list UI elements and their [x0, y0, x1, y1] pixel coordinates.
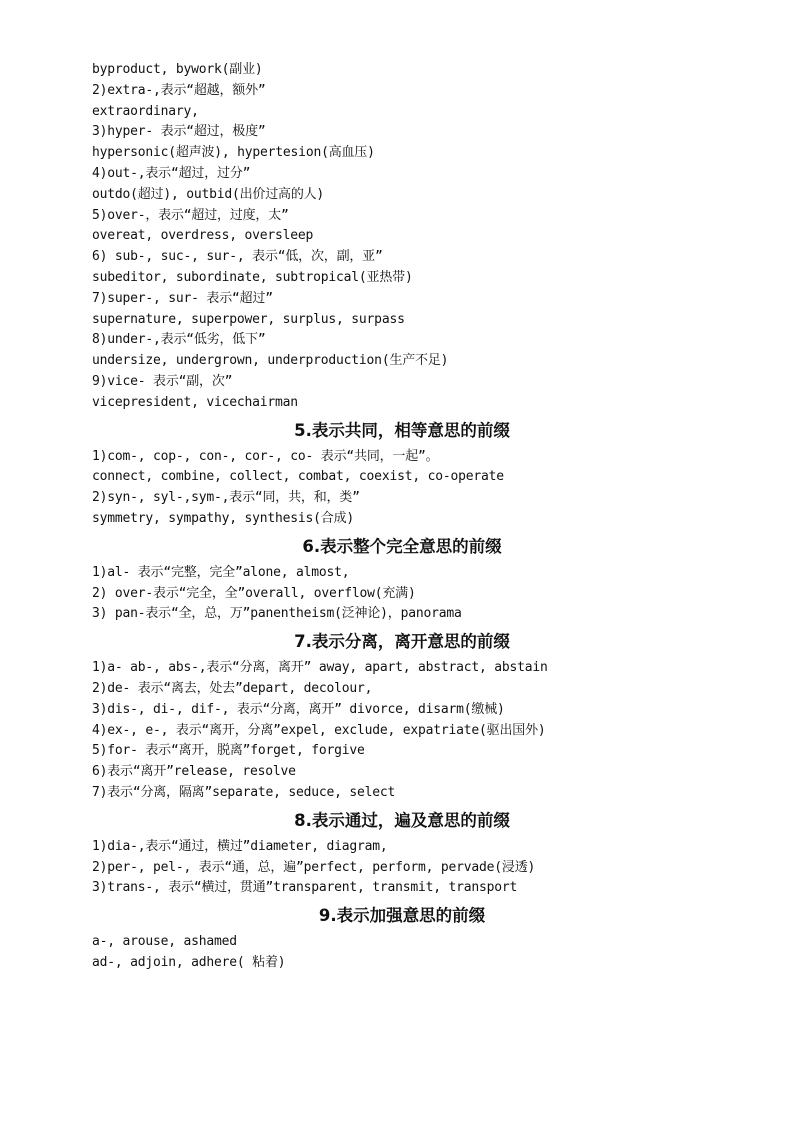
- text-line: 5)over-，表示“超过，过度，太”: [92, 207, 289, 223]
- section-heading: 6.表示整个完全意思的前缀: [302, 536, 502, 556]
- prefix-list-block: [92, 60, 712, 414]
- text-line: 3)hyper- 表示“超过，极度”: [92, 124, 266, 140]
- section-7: [92, 627, 712, 804]
- text-line: 2)de- 表示“离去，处去”depart, decolour,: [92, 680, 373, 696]
- section-heading: 5.表示共同，相等意思的前缀: [294, 420, 510, 440]
- text-line: hypersonic(超声波), hypertesion(高血压): [92, 145, 375, 161]
- text-line: a-, arouse, ashamed: [92, 934, 237, 950]
- text-line: 7)表示“分离，隔离”separate, seduce, select: [92, 784, 396, 800]
- text-line: undersize, undergrown, underproduction(生产不足): [92, 353, 449, 369]
- text-line: subeditor, subordinate, subtropical(亚热带): [92, 269, 413, 285]
- text-line: 3)trans-, 表示“横过，贯通”transparent, transmit, transport: [92, 880, 518, 896]
- text-line: 2)syn-, syl-,sym-,表示“同，共，和，类”: [92, 490, 360, 506]
- text-line: byproduct, bywork(副业): [92, 62, 263, 77]
- text-line: 2) over-表示“完全，全”overall, overflow(充满): [92, 585, 416, 601]
- text-line: 1)al- 表示“完整，完全”alone, almost,: [92, 564, 350, 580]
- text-line: overeat, overdress, oversleep: [92, 228, 314, 244]
- text-line: connect, combine, collect, combat, coexist, co-operate: [92, 469, 504, 485]
- text-line: 5)for- 表示“离开，脱离”forget, forgive: [92, 743, 365, 759]
- text-line: 9)vice- 表示“副，次”: [92, 373, 233, 389]
- text-line: 2)per-, pel-, 表示“通，总，遍”perfect, perform, pervade(浸透): [92, 859, 536, 875]
- section-5: [92, 416, 712, 530]
- text-line: 1)a- ab-, abs-,表示“分离，离开” away, apart, abstract, abstain: [92, 660, 548, 676]
- text-line: 3)dis-, di-, dif-, 表示“分离，离开” divorce, disarm(缴械): [92, 701, 505, 717]
- text-line: symmetry, sympathy, synthesis(合成): [92, 510, 355, 526]
- text-line: 8)under-,表示“低劣，低下”: [92, 332, 266, 348]
- section-6: [92, 532, 712, 625]
- text-line: 7)super-, sur- 表示“超过”: [92, 290, 273, 306]
- section-heading: 7.表示分离，离开意思的前缀: [294, 632, 510, 652]
- text-line: 3) pan-表示“全，总，万”panentheism(泛神论)，panorama: [92, 606, 462, 622]
- text-line: 6)表示“离开”release, resolve: [92, 764, 296, 780]
- section-heading: 9.表示加强意思的前缀: [318, 906, 486, 926]
- text-line: outdo(超过), outbid(出价过高的人): [92, 186, 325, 202]
- section-8: [92, 806, 712, 899]
- section-heading: 8.表示通过，遍及意思的前缀: [294, 810, 510, 830]
- text-line: vicepresident, vicechairman: [92, 394, 298, 410]
- text-line: 1)com-, cop-, con-, cor-, co- 表示“共同，一起”。: [92, 448, 439, 464]
- section-9: [92, 901, 712, 974]
- text-line: extraordinary,: [92, 103, 199, 119]
- text-line: 4)ex-, e-, 表示“离开，分离”expel, exclude, expatriate(驱出国外): [92, 722, 546, 738]
- text-line: 1)dia-,表示“通过，横过”diameter, diagram,: [92, 838, 388, 854]
- text-line: 6) sub-, suc-, sur-, 表示“低，次，副，亚”: [92, 249, 383, 265]
- text-line: supernature, superpower, surplus, surpass: [92, 311, 405, 327]
- document-page: [92, 60, 712, 974]
- text-line: 2)extra-,表示“超越，额外”: [92, 82, 266, 98]
- text-line: ad-, adjoin, adhere( 粘着): [92, 954, 286, 970]
- text-line: 4)out-,表示“超过，过分”: [92, 165, 251, 181]
